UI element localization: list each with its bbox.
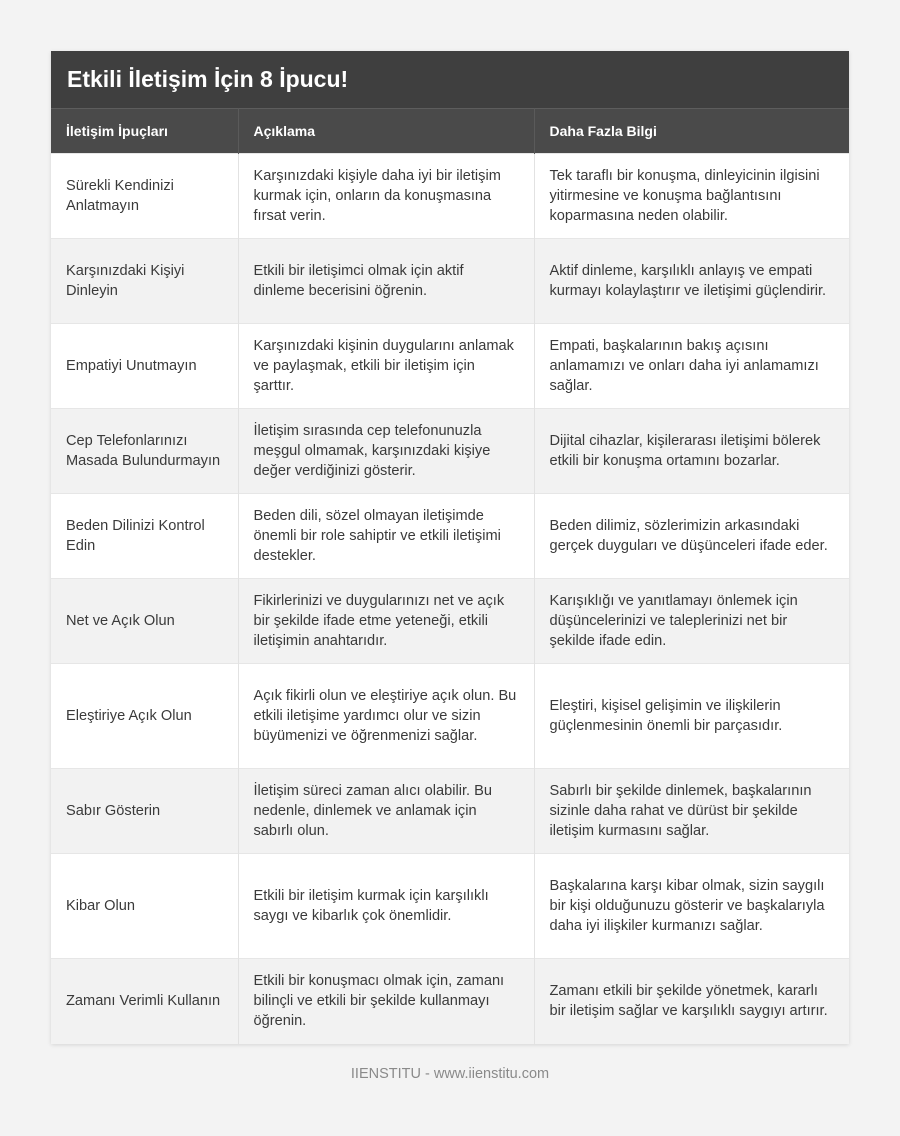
tip-cell: Net ve Açık Olun	[51, 579, 238, 664]
info-cell: Tek taraflı bir konuşma, dinleyicinin ilgisini yitirmesine ve konuşma bağlantısını koparmasına neden olabilir.	[534, 154, 849, 239]
tip-cell: Zamanı Verimli Kullanın	[51, 959, 238, 1044]
tip-cell: Empatiyi Unutmayın	[51, 324, 238, 409]
description-cell: Etkili bir iletişim kurmak için karşılıklı saygı ve kibarlık çok önemlidir.	[238, 854, 534, 959]
info-cell: Zamanı etkili bir şekilde yönetmek, kararlı bir iletişim sağlar ve karşılıklı saygıyı artırır.	[534, 959, 849, 1044]
description-cell: Karşınızdaki kişiyle daha iyi bir iletişim kurmak için, onların da konuşmasına fırsat verin.	[238, 154, 534, 239]
description-cell: İletişim sırasında cep telefonunuzla meşgul olmamak, karşınızdaki kişiye değer verdiğinizi gösterir.	[238, 409, 534, 494]
info-cell: Karışıklığı ve yanıtlamayı önlemek için düşüncelerinizi ve taleplerinizi net bir şekilde ifade edin.	[534, 579, 849, 664]
info-cell: Empati, başkalarının bakış açısını anlamamızı ve onları daha iyi anlamamızı sağlar.	[534, 324, 849, 409]
info-cell: Eleştiri, kişisel gelişimin ve ilişkilerin güçlenmesinin önemli bir parçasıdır.	[534, 664, 849, 769]
description-cell: İletişim süreci zaman alıcı olabilir. Bu nedenle, dinlemek ve anlamak için sabırlı olun.	[238, 769, 534, 854]
info-cell: Beden dilimiz, sözlerimizin arkasındaki gerçek duyguları ve düşünceleri ifade eder.	[534, 494, 849, 579]
table-row	[51, 154, 849, 239]
table-row	[51, 959, 849, 1044]
table-row	[51, 579, 849, 664]
table-header-row	[51, 109, 849, 154]
table-row	[51, 854, 849, 959]
description-cell: Karşınızdaki kişinin duygularını anlamak ve paylaşmak, etkili bir iletişim için şarttır.	[238, 324, 534, 409]
info-cell: Sabırlı bir şekilde dinlemek, başkalarının sizinle daha rahat ve dürüst bir şekilde iletişim kurmasını sağlar.	[534, 769, 849, 854]
page-title: Etkili İletişim İçin 8 İpucu!	[51, 51, 849, 108]
column-header-description: Açıklama	[238, 109, 534, 154]
footer-credit: IIENSTITU - www.iienstitu.com	[350, 1066, 550, 1082]
table-row	[51, 494, 849, 579]
table-row	[51, 324, 849, 409]
info-cell: Aktif dinleme, karşılıklı anlayış ve empati kurmayı kolaylaştırır ve iletişimi güçlendirir.	[534, 239, 849, 324]
description-cell: Açık fikirli olun ve eleştiriye açık olun. Bu etkili iletişime yardımcı olur ve sizin büyümenizi ve öğrenmenizi sağlar.	[238, 664, 534, 769]
table-row	[51, 239, 849, 324]
column-header-tips: İletişim İpuçları	[51, 109, 238, 154]
tip-cell: Sabır Gösterin	[51, 769, 238, 854]
column-header-more-info: Daha Fazla Bilgi	[534, 109, 849, 154]
description-cell: Beden dili, sözel olmayan iletişimde önemli bir role sahiptir ve etkili iletişimi destekler.	[238, 494, 534, 579]
tips-table	[51, 108, 849, 1044]
description-cell: Etkili bir iletişimci olmak için aktif dinleme becerisini öğrenin.	[238, 239, 534, 324]
tip-cell: Cep Telefonlarınızı Masada Bulundurmayın	[51, 409, 238, 494]
tip-cell: Kibar Olun	[51, 854, 238, 959]
table-row	[51, 769, 849, 854]
tip-cell: Sürekli Kendinizi Anlatmayın	[51, 154, 238, 239]
info-cell: Dijital cihazlar, kişilerarası iletişimi bölerek etkili bir konuşma ortamını bozarlar.	[534, 409, 849, 494]
tip-cell: Karşınızdaki Kişiyi Dinleyin	[51, 239, 238, 324]
table-row	[51, 409, 849, 494]
description-cell: Etkili bir konuşmacı olmak için, zamanı bilinçli ve etkili bir şekilde kullanmayı öğrenin.	[238, 959, 534, 1044]
tip-cell: Eleştiriye Açık Olun	[51, 664, 238, 769]
tip-cell: Beden Dilinizi Kontrol Edin	[51, 494, 238, 579]
table-row	[51, 664, 849, 769]
tips-card	[51, 51, 849, 1044]
info-cell: Başkalarına karşı kibar olmak, sizin saygılı bir kişi olduğunuzu gösterir ve başkalarıyla daha iyi ilişkiler kurmanızı sağlar.	[534, 854, 849, 959]
description-cell: Fikirlerinizi ve duygularınızı net ve açık bir şekilde ifade etme yeteneği, etkili iletişimin anahtarıdır.	[238, 579, 534, 664]
